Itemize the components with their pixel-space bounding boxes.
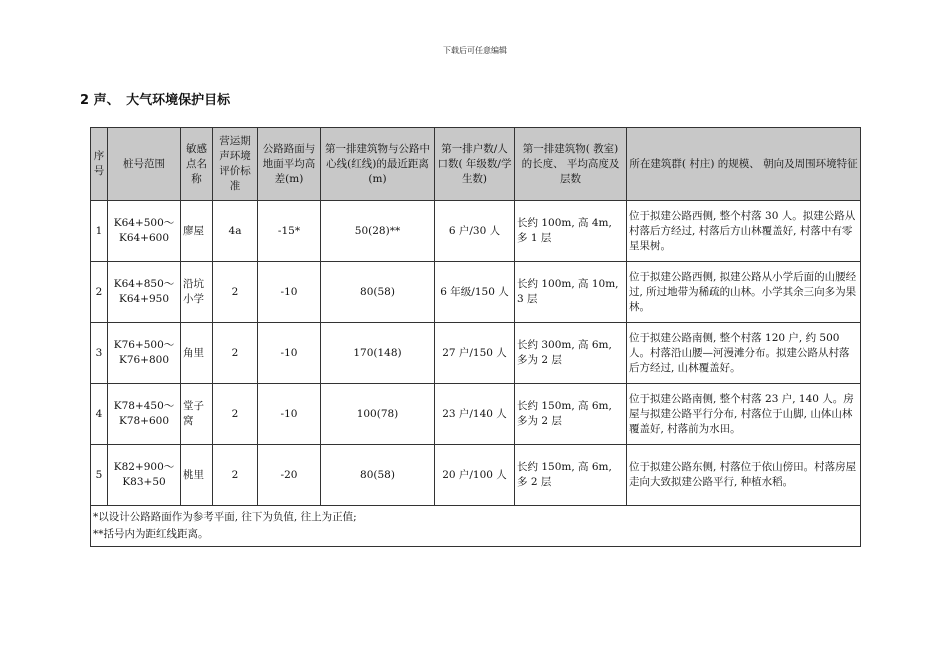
cell-height-diff: -10 xyxy=(258,262,321,323)
table-row xyxy=(91,262,861,323)
col-header-building: 第一排建筑物( 教室) 的长度、 平均高度及层数 xyxy=(515,128,627,201)
table-row xyxy=(91,384,861,445)
cell-distance: 50(28)** xyxy=(321,201,435,262)
cell-households: 27 户/150 人 xyxy=(435,323,515,384)
cell-name: 廖屋 xyxy=(181,201,213,262)
cell-description: 位于拟建公路西侧, 整个村落 30 人。拟建公路从村落后方经过, 村落后方山林覆盖好, 村落中有零星果树。 xyxy=(627,201,861,262)
col-header-description: 所在建筑群( 村庄) 的规模、 朝向及周围环境特征 xyxy=(627,128,861,201)
cell-building: 长约 100m, 高 10m, 3 层 xyxy=(515,262,627,323)
cell-height-diff: -10 xyxy=(258,323,321,384)
table-header-row xyxy=(91,128,861,201)
sensitive-points-table xyxy=(90,127,861,547)
cell-height-diff: -10 xyxy=(258,384,321,445)
cell-households: 6 户/30 人 xyxy=(435,201,515,262)
section-title: 2 声、 大气环境保护目标 xyxy=(80,93,231,108)
cell-households: 23 户/140 人 xyxy=(435,384,515,445)
table-notes-row xyxy=(91,506,861,547)
cell-name: 沿坑小学 xyxy=(181,262,213,323)
cell-standard: 4a xyxy=(213,201,258,262)
col-header-households: 第一排户数/人口数( 年级数/学生数) xyxy=(435,128,515,201)
cell-no: 3 xyxy=(91,323,108,384)
cell-building: 长约 150m, 高 6m, 多为 2 层 xyxy=(515,384,627,445)
cell-station: K64+500～K64+600 xyxy=(108,201,181,262)
cell-station: K76+500～K76+800 xyxy=(108,323,181,384)
cell-building: 长约 150m, 高 6m, 多 2 层 xyxy=(515,445,627,506)
table-notes xyxy=(91,506,861,547)
cell-no: 4 xyxy=(91,384,108,445)
cell-distance: 80(58) xyxy=(321,445,435,506)
cell-description: 位于拟建公路南侧, 整个村落 23 户, 140 人。房屋与拟建公路平行分布, 村落位于山脚, 山体山林覆盖好, 村落前为水田。 xyxy=(627,384,861,445)
col-header-standard: 营运期声环境评价标准 xyxy=(213,128,258,201)
cell-description: 位于拟建公路东侧, 村落位于依山傍田。村落房屋走向大致拟建公路平行, 种植水稻。 xyxy=(627,445,861,506)
cell-standard: 2 xyxy=(213,323,258,384)
cell-description: 位于拟建公路南侧, 整个村落 120 户, 约 500 人。村落沿山腰—河漫滩分布。拟建公路从村落后方经过, 山林覆盖好。 xyxy=(627,323,861,384)
cell-distance: 80(58) xyxy=(321,262,435,323)
cell-name: 角里 xyxy=(181,323,213,384)
cell-distance: 170(148) xyxy=(321,323,435,384)
cell-height-diff: -20 xyxy=(258,445,321,506)
cell-households: 6 年级/150 人 xyxy=(435,262,515,323)
cell-building: 长约 300m, 高 6m, 多为 2 层 xyxy=(515,323,627,384)
cell-no: 2 xyxy=(91,262,108,323)
cell-name: 桃里 xyxy=(181,445,213,506)
col-header-no: 序号 xyxy=(91,128,108,201)
page-header-note: 下载后可任意编辑 xyxy=(443,46,507,55)
table-row xyxy=(91,445,861,506)
col-header-distance: 第一排建筑物与公路中心线(红线)的最近距离(m) xyxy=(321,128,435,201)
table-row xyxy=(91,323,861,384)
cell-distance: 100(78) xyxy=(321,384,435,445)
cell-height-diff: -15* xyxy=(258,201,321,262)
cell-households: 20 户/100 人 xyxy=(435,445,515,506)
cell-station: K82+900～K83+50 xyxy=(108,445,181,506)
col-header-station: 桩号范围 xyxy=(108,128,181,201)
col-header-name: 敏感点名称 xyxy=(181,128,213,201)
cell-no: 5 xyxy=(91,445,108,506)
cell-description: 位于拟建公路西侧, 拟建公路从小学后面的山腰经过, 所过地带为稀疏的山林。小学其余三向多为果林。 xyxy=(627,262,861,323)
cell-standard: 2 xyxy=(213,445,258,506)
col-header-height-diff: 公路路面与地面平均高差(m) xyxy=(258,128,321,201)
cell-building: 长约 100m, 高 4m, 多 1 层 xyxy=(515,201,627,262)
note-height-reference: *以设计公路路面作为参考平面, 往下为负值, 往上为正值; xyxy=(93,511,357,523)
cell-name: 堂子窝 xyxy=(181,384,213,445)
table-row xyxy=(91,201,861,262)
cell-station: K64+850～K64+950 xyxy=(108,262,181,323)
cell-station: K78+450～K78+600 xyxy=(108,384,181,445)
cell-standard: 2 xyxy=(213,384,258,445)
cell-no: 1 xyxy=(91,201,108,262)
note-red-line-distance: **括号内为距红线距离。 xyxy=(93,528,209,540)
cell-standard: 2 xyxy=(213,262,258,323)
